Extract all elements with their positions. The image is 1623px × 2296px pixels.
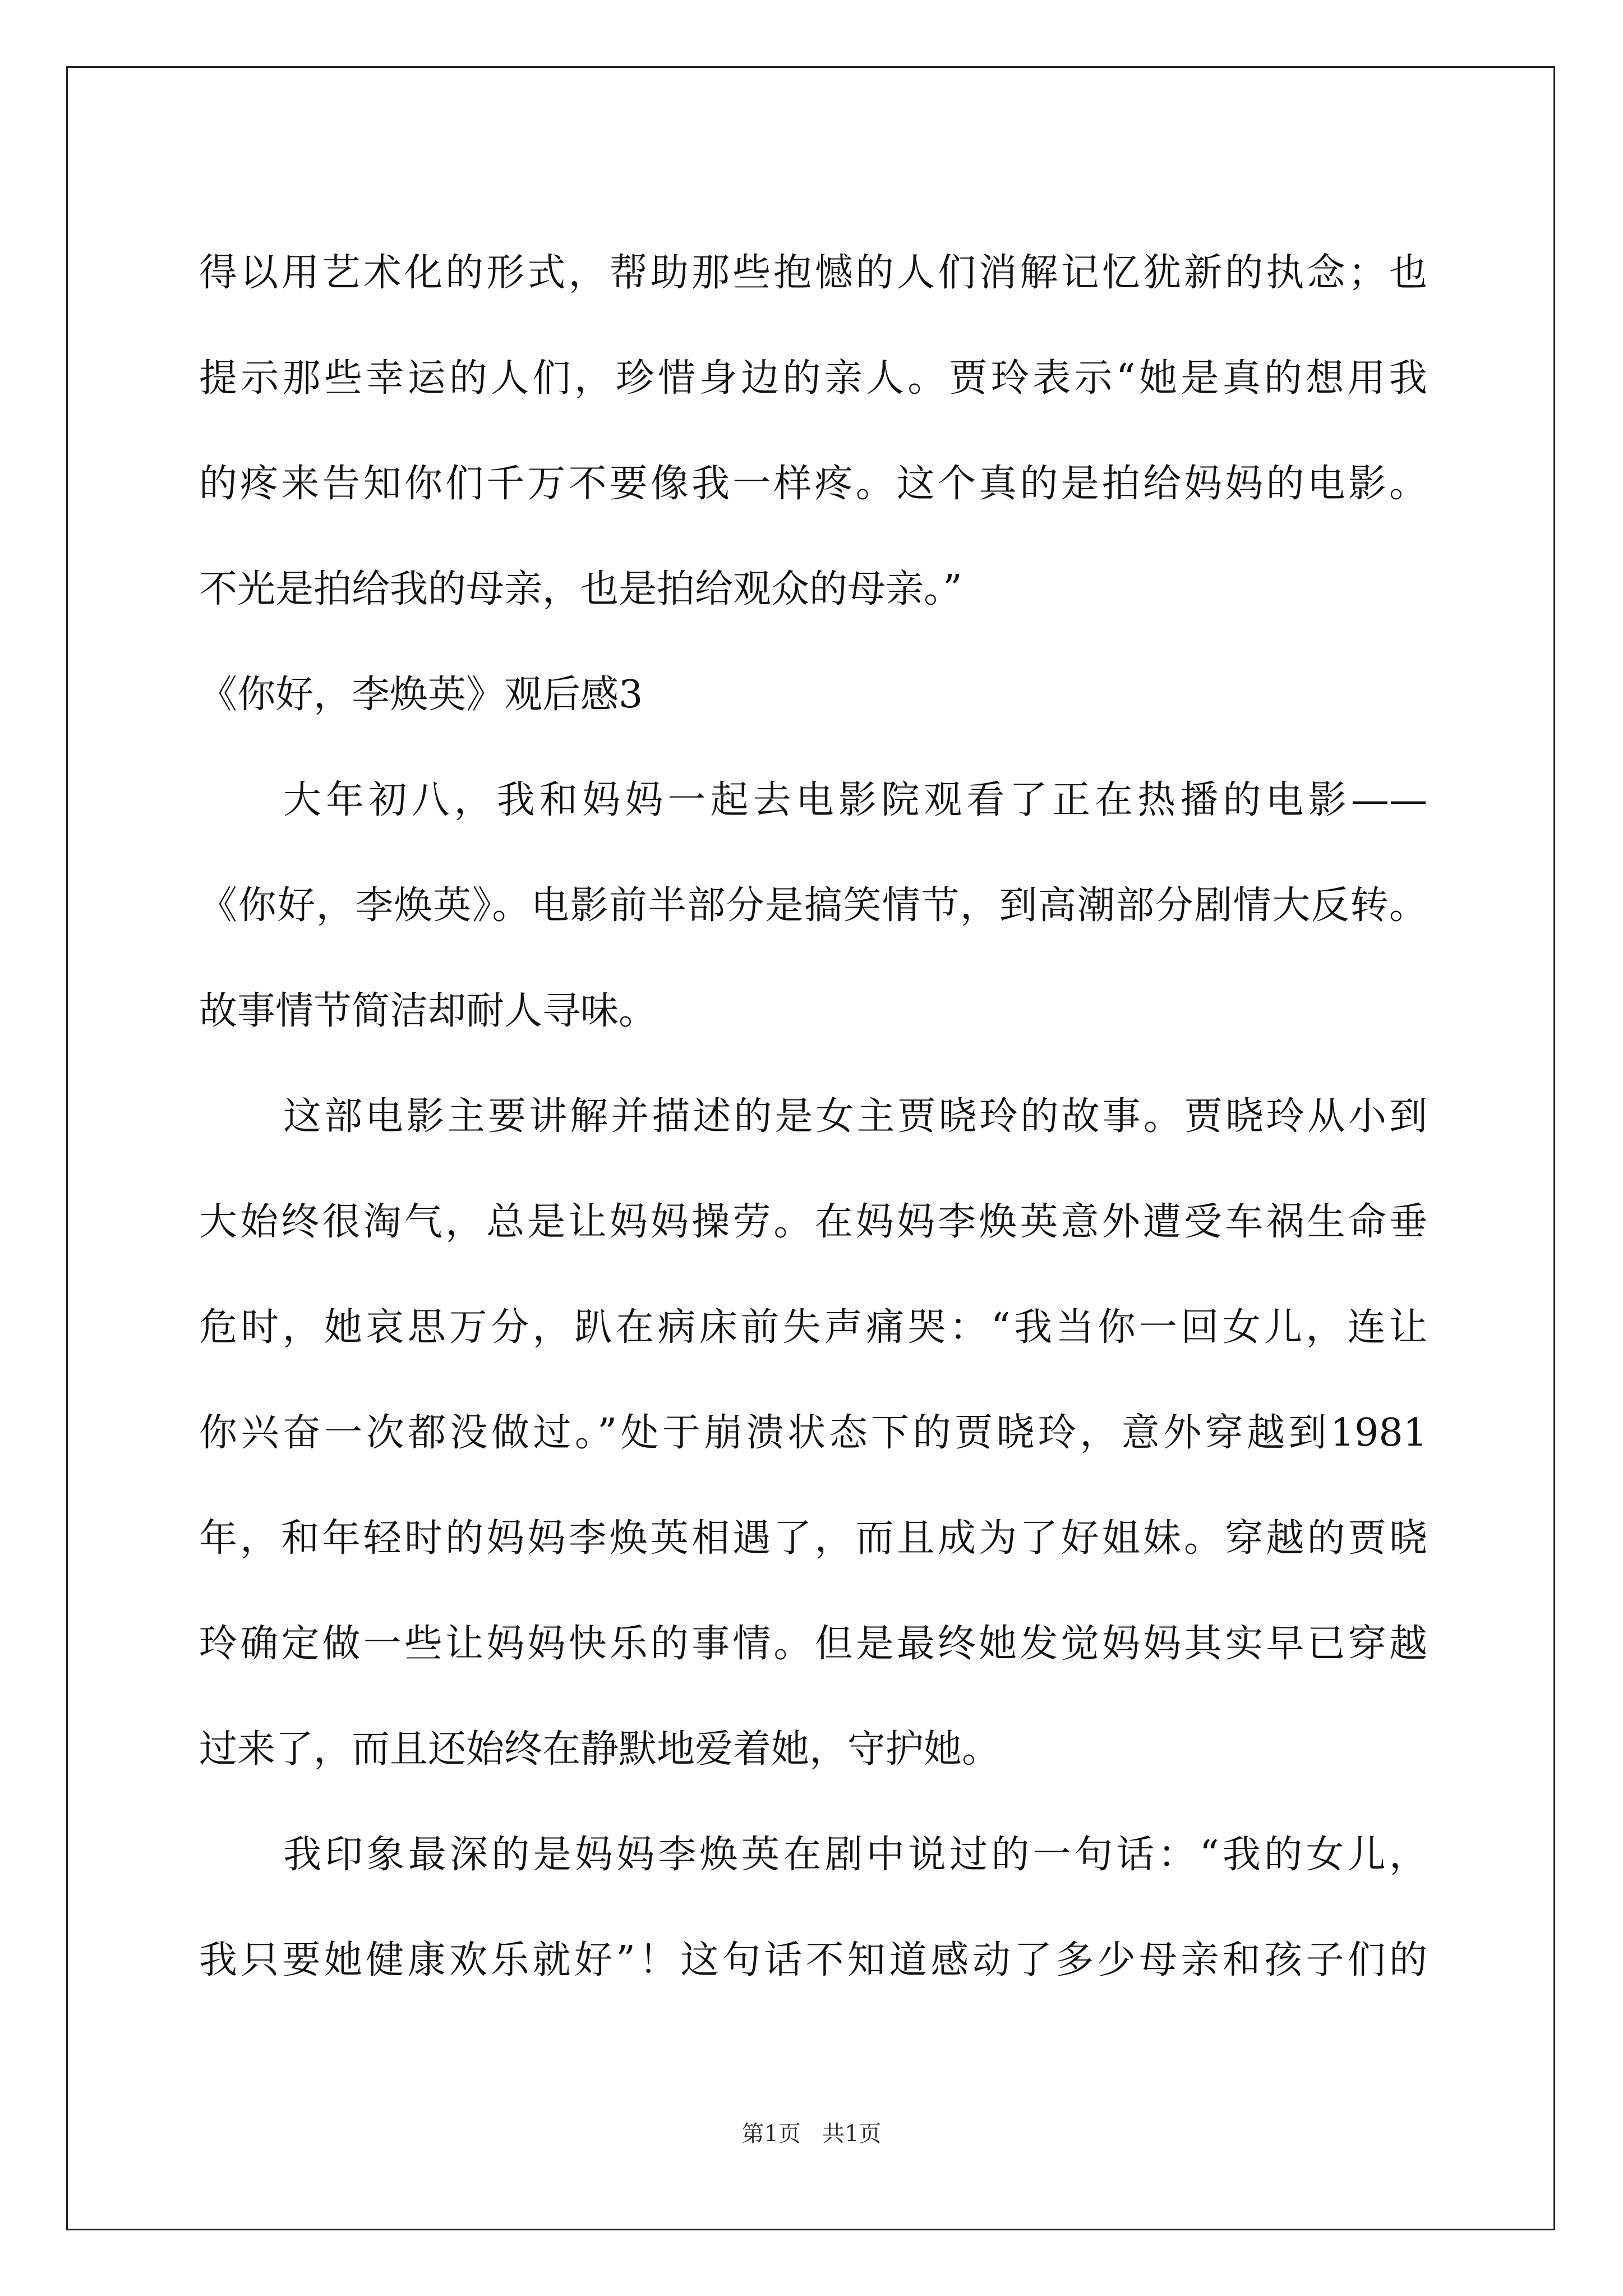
page-footer: 第1页 共1页 [741, 2121, 882, 2147]
text-line: 不光是拍给我的母亲，也是拍给观众的母亲。” [199, 567, 962, 611]
text-line: 提示那些幸运的人们，珍惜身边的亲人。贾玲表示“她是真的想用我 [199, 356, 1427, 401]
text-line: 《你好，李焕英》。电影前半部分是搞笑情节，到高潮部分剧情大反转。 [199, 884, 1427, 928]
document-body [199, 220, 1427, 2013]
text-line: 我印象最深的是妈妈李焕英在剧中说过的一句话：“我的女儿， [283, 1833, 1427, 1877]
text-line: 故事情节简洁却耐人寻味。 [199, 989, 657, 1033]
text-line: 过来了，而且还始终在静默地爱着她，守护她。 [199, 1727, 1000, 1772]
text-line: 你兴奋一次都没做过。”处于崩溃状态下的贾晓玲，意外穿越到1981 [199, 1411, 1427, 1455]
text-line: 这部电影主要讲解并描述的是女主贾晓玲的故事。贾晓玲从小到 [283, 1094, 1427, 1139]
section-heading: 《你好，李焕英》观后感3 [199, 673, 643, 717]
text-line: 大年初八，我和妈妈一起去电影院观看了正在热播的电影—— [283, 778, 1427, 822]
text-line: 玲确定做一些让妈妈快乐的事情。但是最终她发觉妈妈其实早已穿越 [199, 1622, 1427, 1666]
text-line: 大始终很淘气，总是让妈妈操劳。在妈妈李焕英意外遭受车祸生命垂 [199, 1200, 1427, 1244]
text-line: 危时，她哀思万分，趴在病床前失声痛哭：“我当你一回女儿，连让 [199, 1305, 1427, 1350]
text-line: 的疼来告知你们千万不要像我一样疼。这个真的是拍给妈妈的电影。 [199, 462, 1427, 506]
text-line: 我只要她健康欢乐就好”！这句话不知道感动了多少母亲和孩子们的 [199, 1938, 1427, 1982]
text-line: 年，和年轻时的妈妈李焕英相遇了，而且成为了好姐妹。穿越的贾晓 [199, 1516, 1427, 1561]
text-line: 得以用艺术化的形式，帮助那些抱憾的人们消解记忆犹新的执念；也 [199, 251, 1427, 295]
